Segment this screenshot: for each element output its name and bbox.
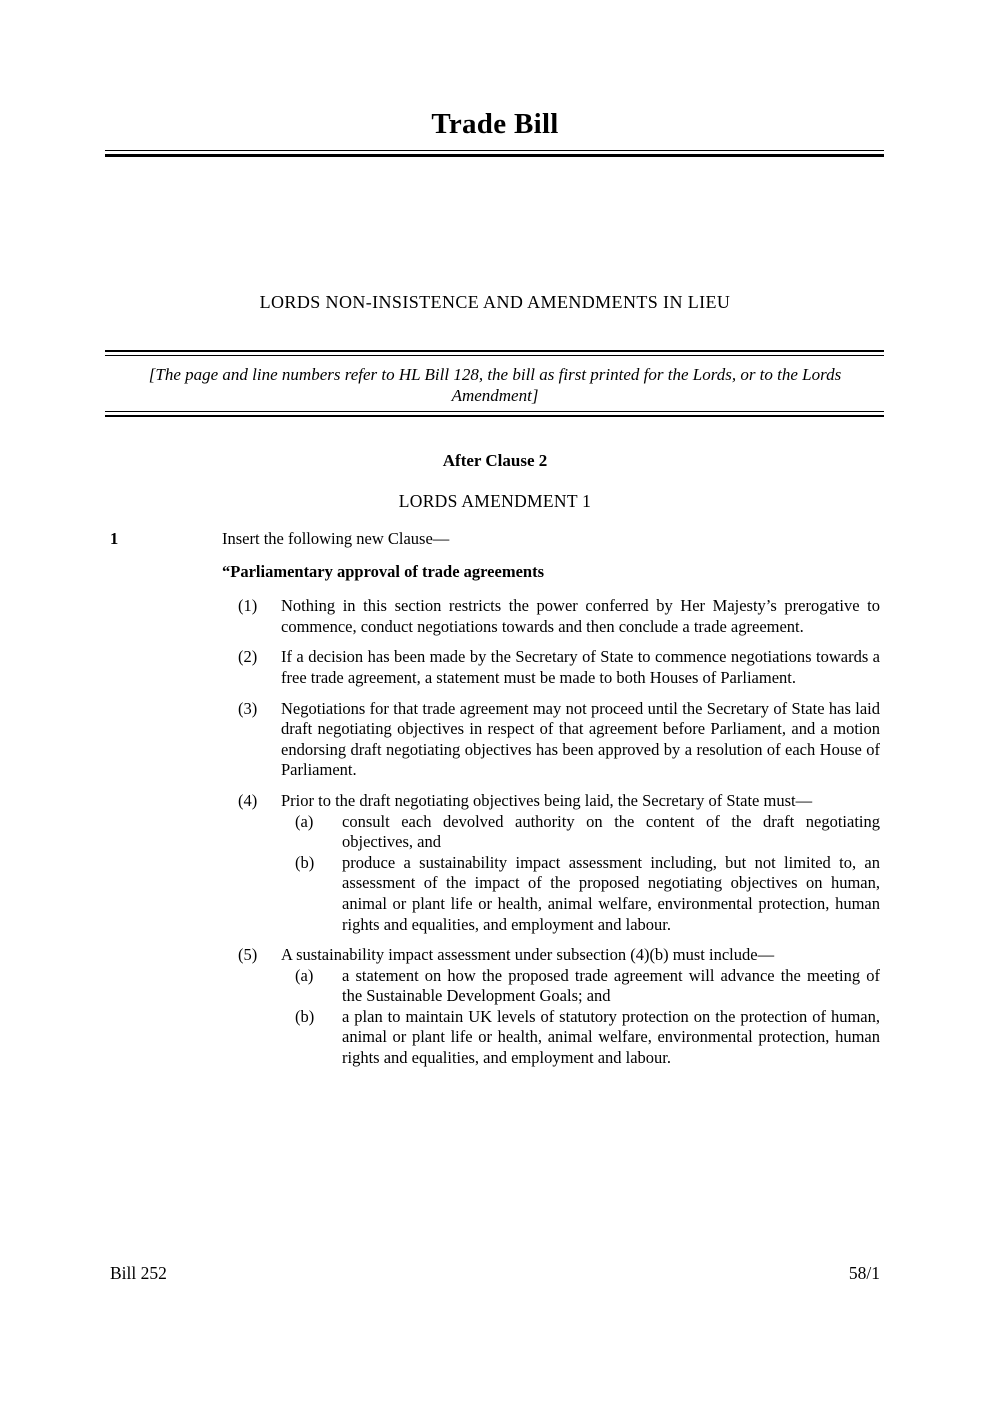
subitem-label: (b) — [295, 852, 315, 872]
amendment-sheet-number: 58/1 — [848, 1263, 880, 1283]
title-double-rule — [105, 150, 884, 157]
subsection-text: Nothing in this section restricts the power conferred by Her Majesty’s prerogative to commence, conduct negotiations towards and then conclude a trade agreement. — [281, 596, 880, 636]
subsection — [110, 699, 880, 781]
amendment-number: 1 — [110, 529, 119, 548]
clause-heading: After Clause 2 — [442, 451, 548, 470]
subsection-text: Negotiations for that trade agreement may not proceed until the Secretary of State has laid draft negotiating objectives in respect of that agreement before Parliament, and a motion endorsing draft negotiating objectives has been approved by a resolution of each House of Parliament. — [281, 698, 880, 780]
subsection — [110, 596, 880, 637]
subitem-text: a plan to maintain UK levels of statutory protection on the protection of human, animal or plant life or health, animal welfare, environmental protection, human rights and equalities, and employment and labour. — [342, 1006, 880, 1068]
amendment-heading: LORDS AMENDMENT 1 — [398, 491, 592, 511]
subsection-number: (2) — [238, 647, 258, 667]
subsection-body — [281, 791, 880, 935]
bill-number: Bill 252 — [110, 1263, 167, 1283]
notice-text: [The page and line numbers refer to HL Bill 128, the bill as first printed for the Lords, or to the Lords Amendment] — [148, 365, 842, 405]
notice-rule-top — [105, 350, 884, 356]
subitem-label: (b) — [295, 1006, 315, 1026]
amendment-instruction: Insert the following new Clause— — [222, 529, 450, 548]
notice-rule-bottom — [105, 411, 884, 417]
subsection — [110, 647, 880, 688]
subsection-number: (5) — [238, 945, 258, 965]
subsection-text: Prior to the draft negotiating objectives being laid, the Secretary of State must— — [281, 790, 813, 810]
subitem-text: produce a sustainability impact assessment including, but not limited to, an assessment of the impact of the proposed negotiating objectives on human, animal or plant life or health, animal welfare, environmental protection, human rights and equalities, and employment and labour. — [342, 852, 880, 934]
subsection — [110, 791, 880, 935]
subsection — [110, 945, 880, 1069]
subitem — [281, 1007, 880, 1069]
subsection-number: (1) — [238, 596, 258, 616]
session-header: LORDS NON-INSISTENCE AND AMENDMENTS IN LIEU — [259, 292, 731, 312]
subitem — [281, 853, 880, 935]
amendment-row — [110, 529, 880, 550]
page-footer — [110, 1263, 880, 1284]
subitem-text: a statement on how the proposed trade agreement will advance the meeting of the Sustainable Development Goals; and — [342, 965, 880, 1006]
subitem-text: consult each devolved authority on the content of the draft negotiating objectives, and — [342, 811, 880, 852]
subitem-label: (a) — [295, 811, 314, 831]
subsection-text: A sustainability impact assessment under subsection (4)(b) must include— — [281, 945, 775, 965]
subitem-label: (a) — [295, 965, 314, 985]
subsection-number: (4) — [238, 790, 258, 810]
subitem — [281, 966, 880, 1007]
subsection-body — [281, 945, 880, 1069]
subitem — [281, 812, 880, 853]
new-clause-title: “Parliamentary approval of trade agreements — [222, 561, 544, 581]
subsection-number: (3) — [238, 698, 258, 718]
subsection-text: If a decision has been made by the Secretary of State to commence negotiations towards a free trade agreement, a statement must be made to both Houses of Parliament. — [281, 647, 880, 687]
bill-title: Trade Bill — [431, 108, 559, 140]
notice-box — [110, 350, 880, 417]
